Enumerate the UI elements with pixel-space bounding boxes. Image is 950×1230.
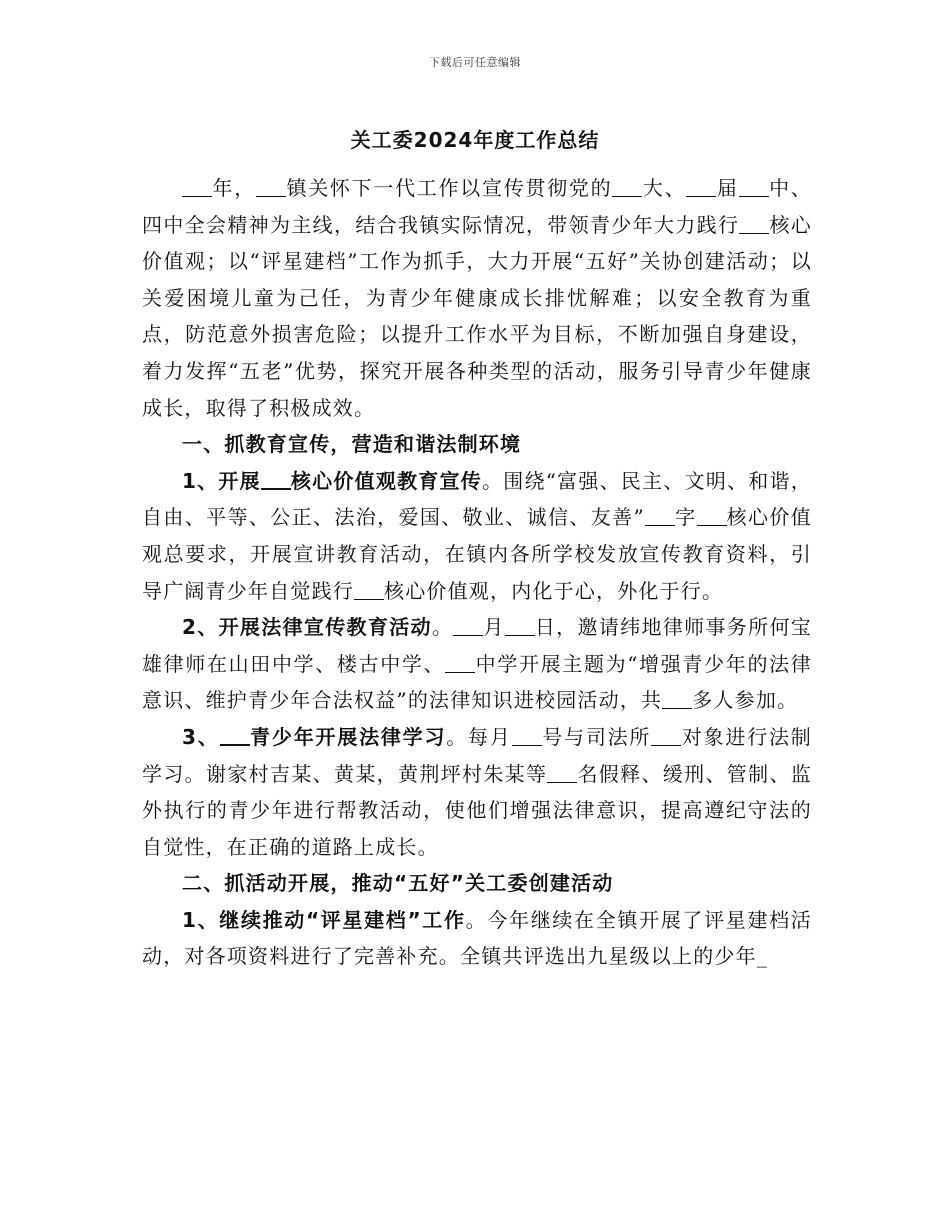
fill-blank xyxy=(220,724,250,746)
fill-blank xyxy=(453,615,483,636)
fill-blank xyxy=(651,725,681,746)
document-title: 关工委2024年度工作总结 xyxy=(350,128,600,152)
header-note: 下载后可任意编辑 xyxy=(429,56,521,69)
fill-blank xyxy=(256,176,286,197)
item-lead: 1、继续推动“评星建档”工作 xyxy=(182,907,466,932)
fill-blank xyxy=(645,505,675,526)
document-body xyxy=(142,170,812,975)
item-lead: 2、开展法律宣传教育活动 xyxy=(182,615,432,640)
fill-blank xyxy=(547,762,577,783)
fill-blank xyxy=(686,176,716,197)
fill-blank xyxy=(505,615,535,636)
fill-blank xyxy=(662,688,692,709)
fill-blank xyxy=(261,468,291,490)
section-heading-2: 二、抓活动开展，推动“五好”关工委创建活动 xyxy=(182,871,614,896)
section-heading-1: 一、抓教育宣传，营造和谐法制环境 xyxy=(182,432,522,457)
item-lead: 1、开展 xyxy=(182,468,261,493)
fill-blank xyxy=(354,579,384,600)
item-lead: 核心价值观教育宣传 xyxy=(290,468,483,493)
fill-blank xyxy=(697,505,727,526)
section-item-1-2: 2、开展法律宣传教育活动。 月 日，邀请纬地律师事务所何宝雄律师在山田中学、楼古中学、 中学开展主题为“增强青少年的法律意识、维护青少年合法权益”的法律知识进校园活动，共 多人参加。 xyxy=(142,615,813,713)
section-item-1-3: 3、 青少年开展法律学习。每月 号与司法所 对象进行法制学习。谢家村吉某、黄某，黄荆坪村朱某等 名假释、缓刑、管制、监外执行的青少年进行帮教活动，使他们增强法律意识，提高遵纪守法的自觉性，在正确的道路上成长。 xyxy=(142,724,813,859)
item-lead: 3、 xyxy=(182,724,220,749)
section-item-2-1: 1、继续推动“评星建档”工作。今年继续在全镇开展了评星建档活动，对各项资料进行了完善补充。全镇共评选出九星级以上的少年_ xyxy=(142,907,812,969)
fill-blank xyxy=(739,213,769,234)
fill-blank xyxy=(612,176,642,197)
fill-blank xyxy=(512,725,542,746)
section-item-1-1: 1、开展 核心价值观教育宣传。围绕“富强、民主、文明、和谐，自由、平等、公正、法治，爱国、敬业、诚信、友善” 字 核心价值观总要求，开展宣讲教育活动，在镇内各所学校发放宣传教育资料，引导广阔青少年自觉践行 核心价值观，内化于心，外化于行。 xyxy=(142,468,812,603)
intro-paragraph: 年， 镇关怀下一代工作以宣传贯彻党的 大、 届 中、四中全会精神为主线，结合我镇实际情况，带领青少年大力践行 核心价值观；以“评星建档”工作为抓手，大力开展“五好”关协创建活动；以关爱困境儿童为己任，为青少年健康成长排忧解难；以安全教育为重点，防范意外损害危险；以提升工作水平为目标，不断加强自身建设，着力发挥“五老”优势，探究开展各种类型的活动，服务引导青少年健康成长，取得了积极成效。 xyxy=(142,176,812,420)
fill-blank xyxy=(739,176,769,197)
fill-blank xyxy=(445,652,475,673)
item-lead: 青少年开展法律学习 xyxy=(249,724,447,749)
fill-blank xyxy=(182,176,212,197)
